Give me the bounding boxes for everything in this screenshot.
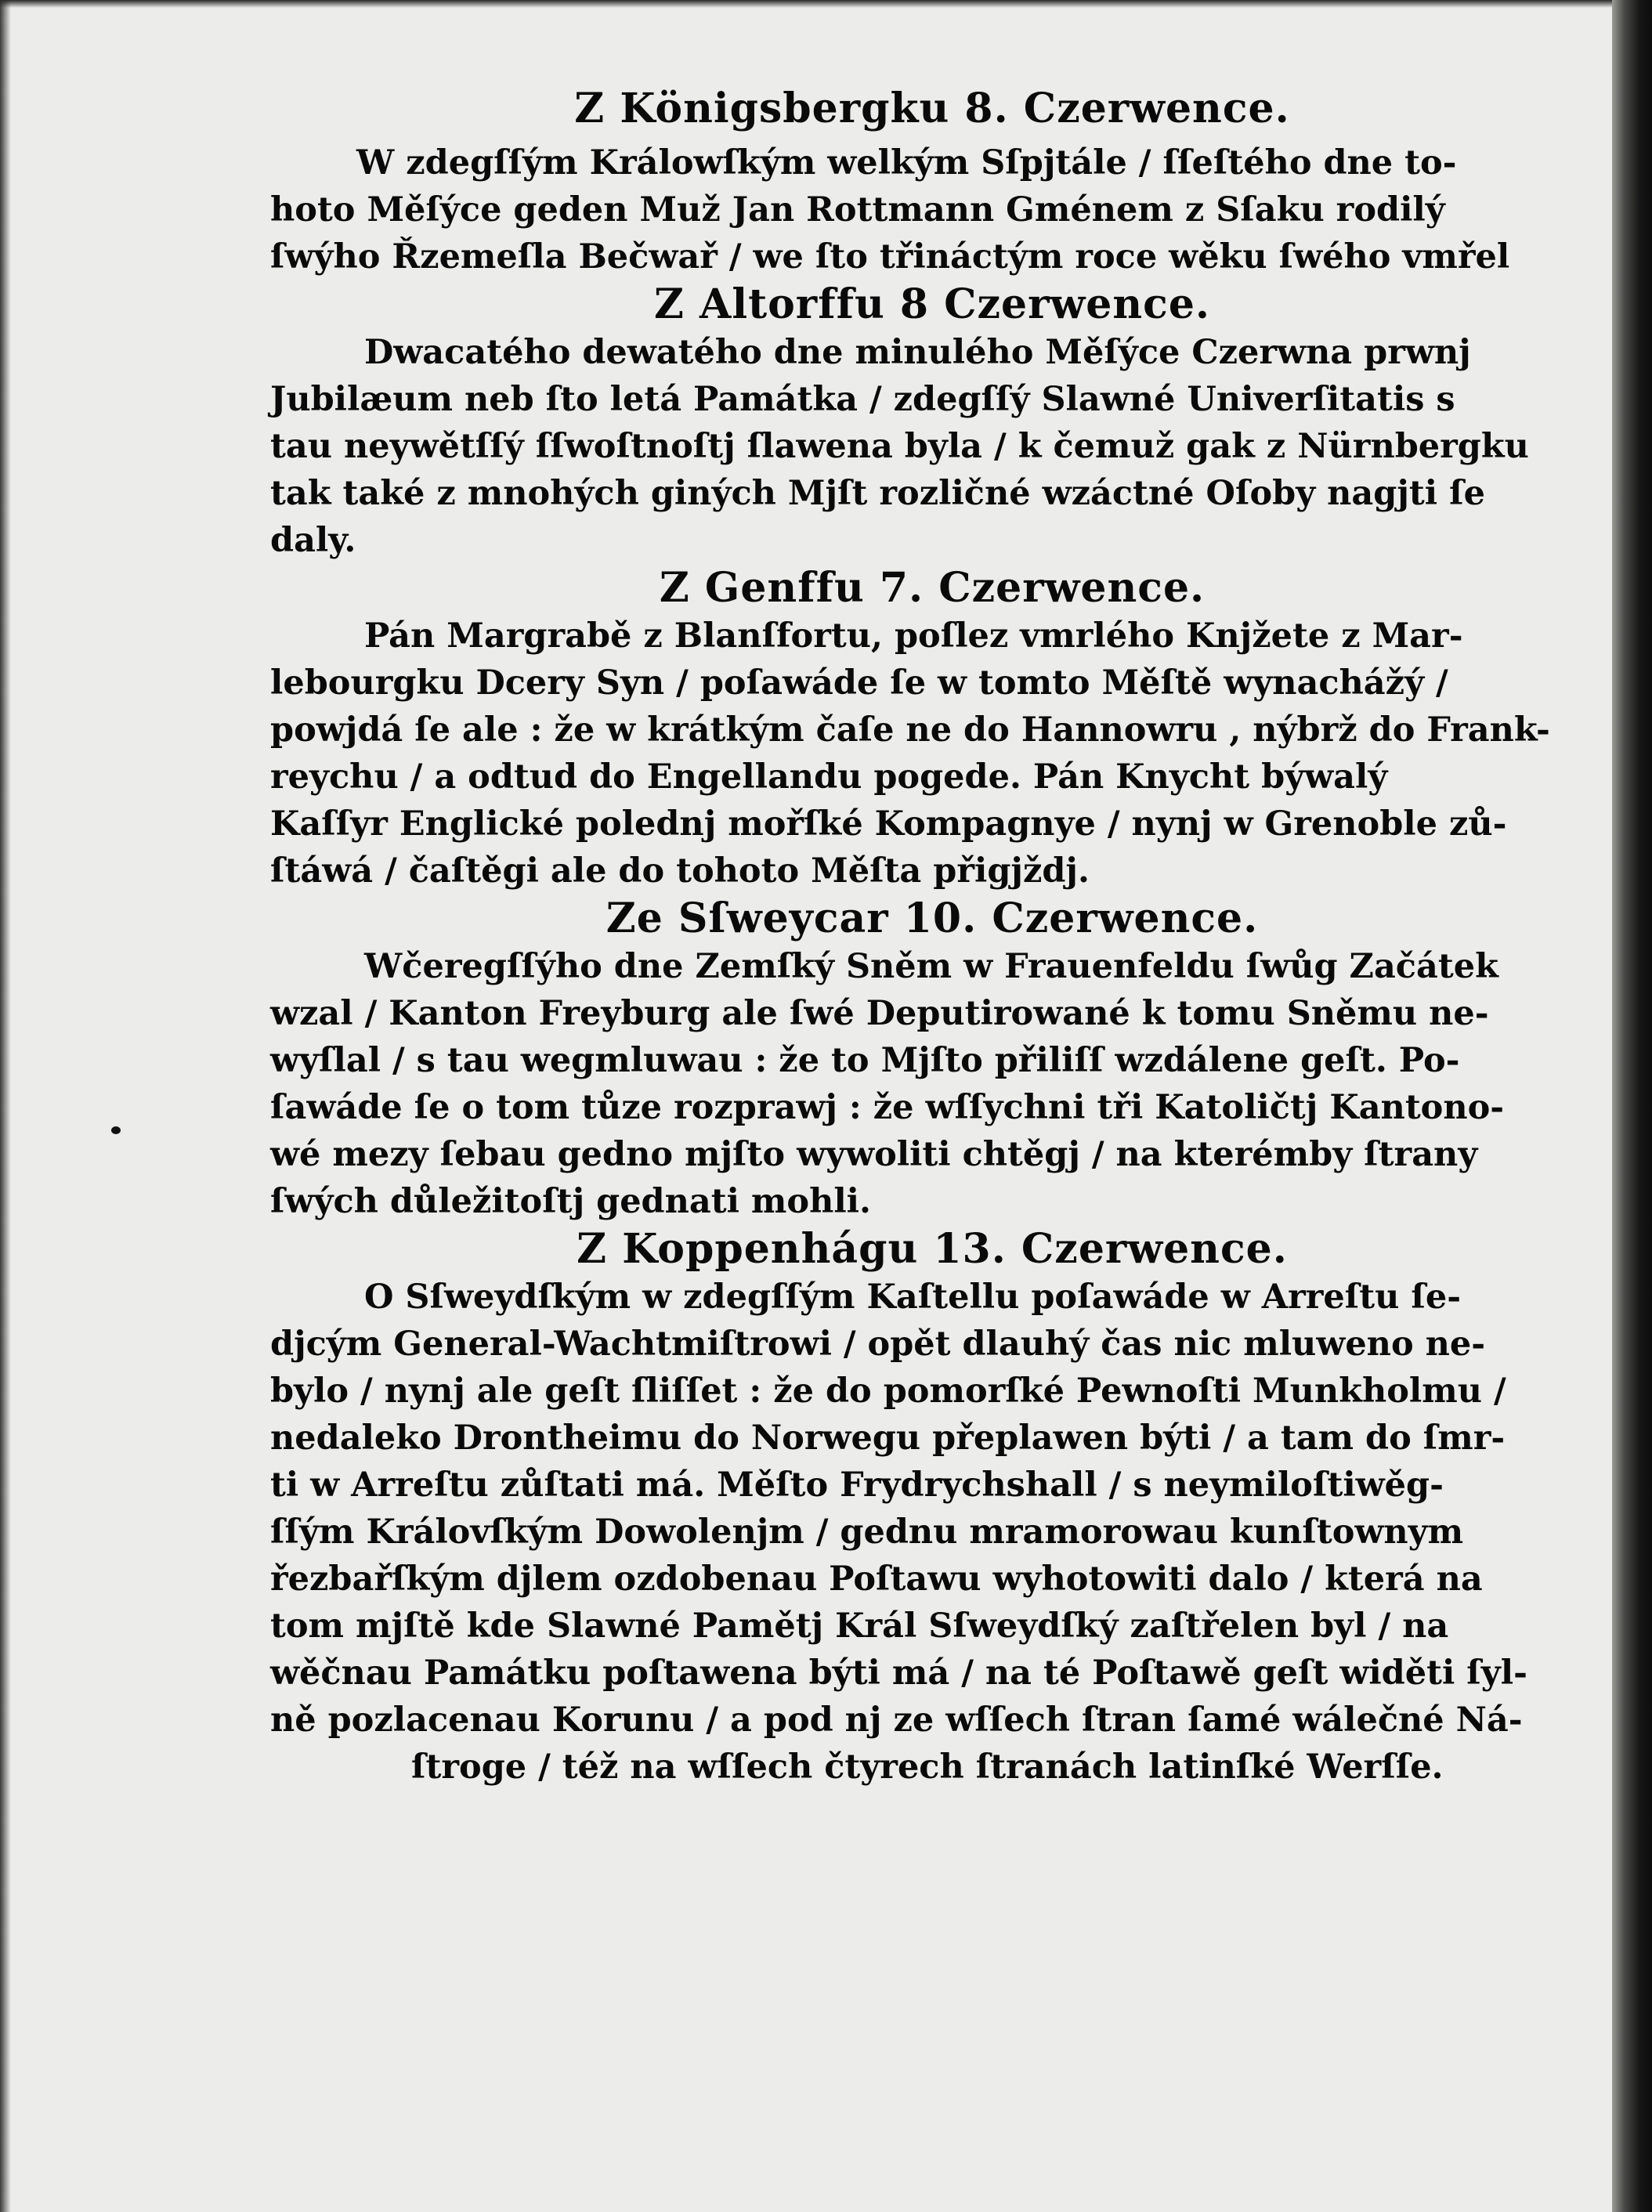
text-line: ſwých důležitoſtj gednati mohli. [270,1182,871,1221]
text-line: tau neywětſſý ſſwoſtnoſtj ſlawena byla / k čemuž gak z Nürnbergku [270,427,1529,466]
text-line: ſawáde ſe o tom tůze rozprawj : že wſſychni tři Katoličtj Kantono- [270,1088,1505,1127]
section-heading-switzerland: Ze Sſweycar 10. Czerwence. [605,895,1259,942]
page-left-edge [0,0,11,2212]
text-line: Dwacatého dewatého dne minulého Měſýce Czerwna prwnj [364,333,1471,372]
text-line: ſſým Královſkým Dowolenjm / gednu mramorowau kunſtownym [270,1513,1464,1552]
ink-speck [111,1126,121,1134]
text-line: Wčeregſſýho dne Zemſký Sněm w Frauenfeldu ſwůg Začátek [364,947,1498,986]
text-line: bylo / nynj ale geſt ſliſſet : že do pomorſké Pewnoſti Munkholmu / [270,1372,1506,1411]
text-line: wyſlal / s tau wegmluwau : že to Mjſto přiliſſ wzdálene geſt. Po- [270,1041,1460,1080]
text-line: ně pozlacenau Korunu / a pod nj ze wſſech ſtran ſamé wálečné Ná- [270,1701,1523,1740]
text-line: Kaſſyr Englické polednj mořſké Kompagnye / nynj w Grenoble zů- [270,804,1507,844]
text-line: řezbařſkým djlem ozdobenau Poſtawu wyhotowiti dalo / která na [270,1560,1483,1599]
text-line: wzal / Kanton Freyburg ale ſwé Deputirowané k tomu Sněmu ne- [270,994,1489,1033]
text-line: tak také z mnohých giných Mjſt rozličné wzáctné Oſoby nagjti ſe [270,474,1485,513]
section-heading-altorf: Z Altorffu 8 Czerwence. [653,280,1211,328]
text-line: lebourgku Dcery Syn / poſawáde ſe w tomto Měſtě wynachážý / [270,663,1448,703]
text-line: wé mezy ſebau gedno mjſto wywoliti chtěgj / na kterémby ſtrany [270,1135,1478,1174]
text-line: nedaleko Drontheimu do Norwegu přeplawen býti / a tam do ſmr- [270,1419,1506,1458]
book-spine-shadow [1612,0,1652,2212]
text-line: ſwýho Řzemeſla Bečwař / we ſto třináctým roce wěku ſwého vmřel [270,237,1510,276]
page-top-edge [0,0,1612,8]
section-heading-konigsberg: Z Königsbergku 8. Czerwence. [574,85,1290,132]
article-column [270,85,1594,1791]
text-line: tom mjſtě kde Slawné Pamětj Král Sſweydſký zaſtřelen byl / na [270,1607,1449,1646]
text-line: powjdá ſe ale : že w krátkým čaſe ne do Hannowru , nýbrž do Frank- [270,710,1550,750]
text-line: Jubilæum neb ſto letá Památka / zdegſſý Slawné Univerſitatis s [270,380,1455,419]
text-line: ſtroge / též na wſſech čtyrech ſtranách latinſké Werſſe. [411,1748,1444,1787]
text-line: hoto Měſýce geden Muž Jan Rottmann Gménem z Sſaku rodilý [270,190,1445,230]
text-line: ti w Arreſtu zůſtati má. Měſto Frydrychshall / s neymiloſtiwěg- [270,1466,1444,1505]
text-line: ſtáwá / čaſtěgi ale do tohoto Měſta přigjždj. [270,851,1090,891]
text-line: daly. [270,521,356,560]
text-line: reychu / a odtud do Engellandu pogede. Pán Knycht býwalý [270,757,1388,797]
section-heading-copenhagen: Z Koppenhágu 13. Czerwence. [577,1225,1288,1273]
section-heading-geneva: Z Genffu 7. Czerwence. [659,564,1206,612]
text-line: djcým General-Wachtmiſtrowi / opět dlauhý čas nic mluweno ne- [270,1325,1486,1364]
text-line: Pán Margrabě z Blanſfortu, poſlez vmrlého Knjžete z Mar- [364,616,1463,656]
text-line: W zdegſſým Králowſkým welkým Sſpjtále / ſſeſtého dne to- [356,143,1457,183]
text-line: wěčnau Památku poſtawena býti má / na té Poſtawě geſt widěti ſyl- [270,1654,1527,1693]
text-line: O Sſweydſkým w zdegſſým Kaſtellu poſawáde w Arreſtu ſe- [364,1278,1462,1317]
